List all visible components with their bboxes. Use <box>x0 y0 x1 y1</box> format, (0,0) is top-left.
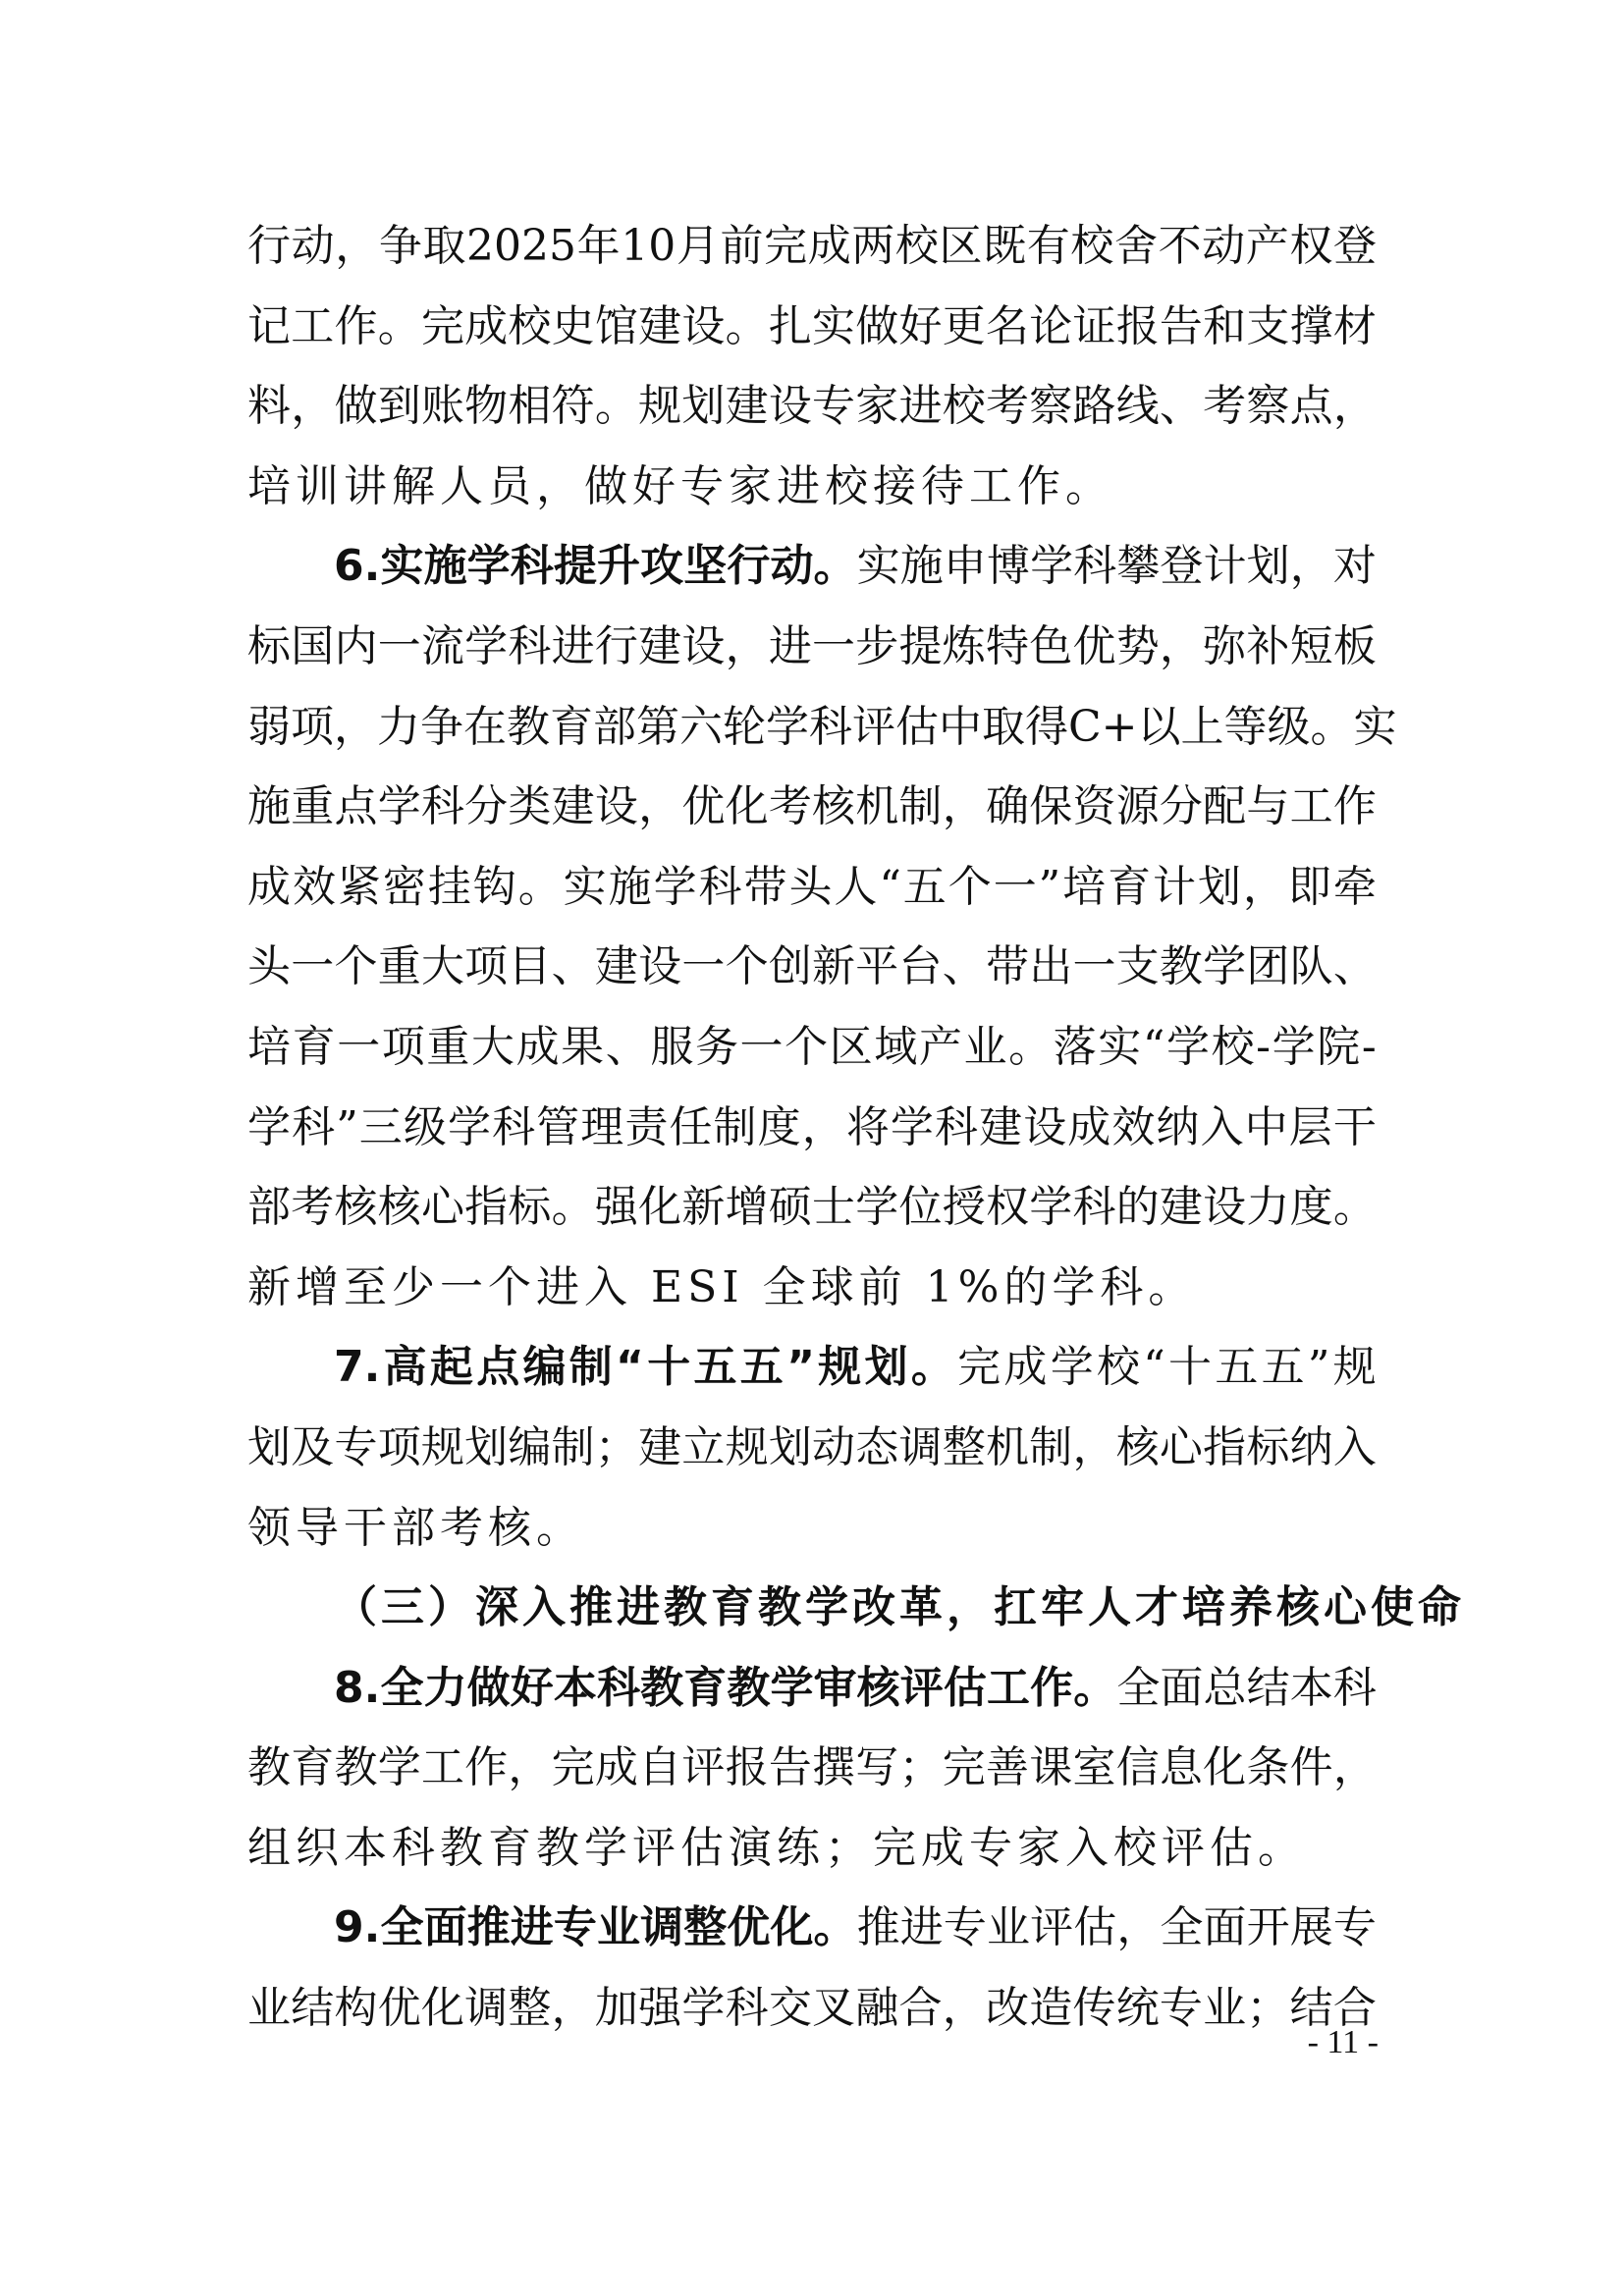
text-line: 部 考 核 核 心 指 标 。 强 化 新 增 硕 士 学 位 授 权 学 科 的 建 设 力 度 。 <box>247 1182 1377 1233</box>
text-line: 弱 项 ， 力 争 在 教 育 部 第 六 轮 学 科 评 估 中 取 得 C+ 以 上 等 级 。 实 <box>247 701 1397 752</box>
text-line: 领导干部考核。 <box>247 1502 584 1553</box>
section-heading: （三）深入推进教育教学改革，扛牢人才培养核心使命 <box>334 1582 1465 1633</box>
text-line: 新增至少一个进入 ESI 全球前 1%的学科。 <box>247 1261 1197 1312</box>
text-line: 划 及 专 项 规 划 编 制 ； 建 立 规 划 动 态 调 整 机 制 ， 核 心 指 标 纳 入 <box>247 1421 1377 1472</box>
text-line: 学 科 ” 三 级 学 科 管 理 责 任 制 度 ， 将 学 科 建 设 成 效 纳 入 中 层 干 <box>247 1101 1377 1152</box>
text-line: 组织本科教育教学评估演练；完成专家入校评估。 <box>247 1822 1306 1873</box>
paragraph-first-line: 8. 全 力 做 好 本 科 教 育 教 学 审 核 评 估 工 作 。 全 面 总 结 本 科 <box>334 1662 1377 1713</box>
text-line: 行 动 ， 争 取 2025 年 10 月 前 完 成 两 校 区 既 有 校 舍 不 动 产 权 登 <box>247 221 1377 271</box>
page-number: - 11 - <box>1307 2024 1379 2060</box>
text-line: 头 一 个 重 大 项 目 、 建 设 一 个 创 新 平 台 、 带 出 一 支 教 学 团 队 、 <box>247 941 1377 992</box>
text-line: 培训讲解人员，做好专家进校接待工作。 <box>247 460 1113 511</box>
text-line: 培 育 一 项 重 大 成 果 、 服 务 一 个 区 域 产 业 。 落 实 “ 学 校 - 学 院 - <box>247 1021 1377 1072</box>
document-body <box>247 206 1465 2049</box>
text-line: 料 ， 做 到 账 物 相 符 。 规 划 建 设 专 家 进 校 考 察 路 线 、 考 察 点 ， <box>247 381 1377 432</box>
text-line: 标 国 内 一 流 学 科 进 行 建 设 ， 进 一 步 提 炼 特 色 优 势 ， 弥 补 短 板 <box>247 620 1377 671</box>
text-line: 记 工 作 。 完 成 校 史 馆 建 设 。 扎 实 做 好 更 名 论 证 报 告 和 支 撑 材 <box>247 300 1377 351</box>
text-line: 成 效 紧 密 挂 钩 。 实 施 学 科 带 头 人 “ 五 个 一 ” 培 育 计 划 ， 即 牵 <box>247 861 1377 912</box>
paragraph-first-line: 6. 实 施 学 科 提 升 攻 坚 行 动 。 实 施 申 博 学 科 攀 登 计 划 ， 对 <box>334 541 1377 592</box>
paragraph-first-line: 9. 全 面 推 进 专 业 调 整 优 化 。 推 进 专 业 评 估 ， 全 面 开 展 专 <box>334 1902 1377 1953</box>
paragraph-first-line: 7. 高 起 点 编 制 “ 十 五 五 ” 规 划 。 完 成 学 校 “ 十 五 五 ” 规 <box>334 1342 1377 1393</box>
text-line: 施 重 点 学 科 分 类 建 设 ， 优 化 考 核 机 制 ， 确 保 资 源 分 配 与 工 作 <box>247 781 1377 832</box>
text-line: 业 结 构 优 化 调 整 ， 加 强 学 科 交 叉 融 合 ， 改 造 传 统 专 业 ； 结 合 <box>247 1983 1377 2034</box>
text-line: 教 育 教 学 工 作 ， 完 成 自 评 报 告 撰 写 ； 完 善 课 室 信 息 化 条 件 ， <box>247 1742 1377 1793</box>
